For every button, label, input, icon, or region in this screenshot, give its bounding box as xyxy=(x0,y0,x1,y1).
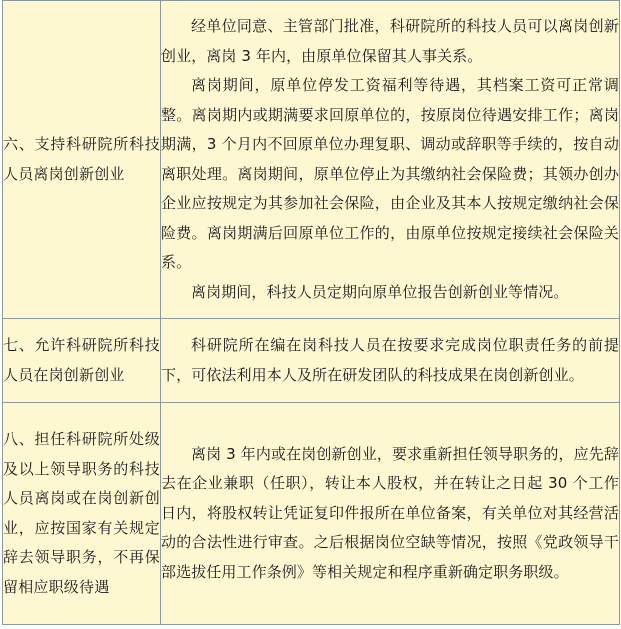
table-row-8 xyxy=(3,403,620,625)
row-title: 八、担任科研院所处级及以上领导职务的科技人员离岗或在岗创新创业，应按国家有关规定辞去领导职务，不再保留相应职级待遇 xyxy=(3,403,161,625)
table-row-6 xyxy=(3,1,620,319)
row-content xyxy=(161,403,620,625)
paragraph: 离岗 3 年内或在岗创新创业，要求重新担任领导职务的，应先辞去在企业兼职（任职），转让本人股权，并在转让之日起 30 个工作日内，将股权转让凭证复印件报所在单位备案，有关单位对其经营活动的合法性进行审查。之后根据岗位空缺等情况，按照《党政领导干部选拔任用工作条例》等相关规定和程序重新确定职务职级。 xyxy=(161,444,619,581)
paragraph: 经单位同意、主管部门批准，科研院所的科技人员可以离岗创新创业，离岗 3 年内，由原单位保留其人事关系。 xyxy=(161,17,619,65)
policy-table xyxy=(2,0,620,625)
paragraph: 科研院所在编在岗科技人员在按要求完成岗位职责任务的前提下，可依法利用本人及所在研发团队的科技成果在岗创新创业。 xyxy=(161,336,619,384)
row-title: 七、允许科研院所科技人员在岗创新创业 xyxy=(3,319,161,403)
paragraph: 离岗期间，原单位停发工资福利等待遇，其档案工资可正常调整。离岗期内或期满要求回原单位的，按原岗位待遇安排工作；离岗期满，3 个月内不回原单位办理复职、调动或辞职等手续的，按自动离职处理。离岗期间，原单位停止为其缴纳社会保险费；其领办创办企业应按规定为其参加社会保险，由企业及其本人按规定缴纳社会保险费。离岗期满后回原单位工作的，由原单位按规定接续社会保险关系。 xyxy=(161,76,619,271)
row-title: 六、支持科研院所科技人员离岗创新创业 xyxy=(3,1,161,319)
row-content xyxy=(161,319,620,403)
row-content xyxy=(161,1,620,319)
table-row-7 xyxy=(3,319,620,403)
paragraph: 离岗期间，科技人员定期向原单位报告创新创业等情况。 xyxy=(191,282,569,301)
